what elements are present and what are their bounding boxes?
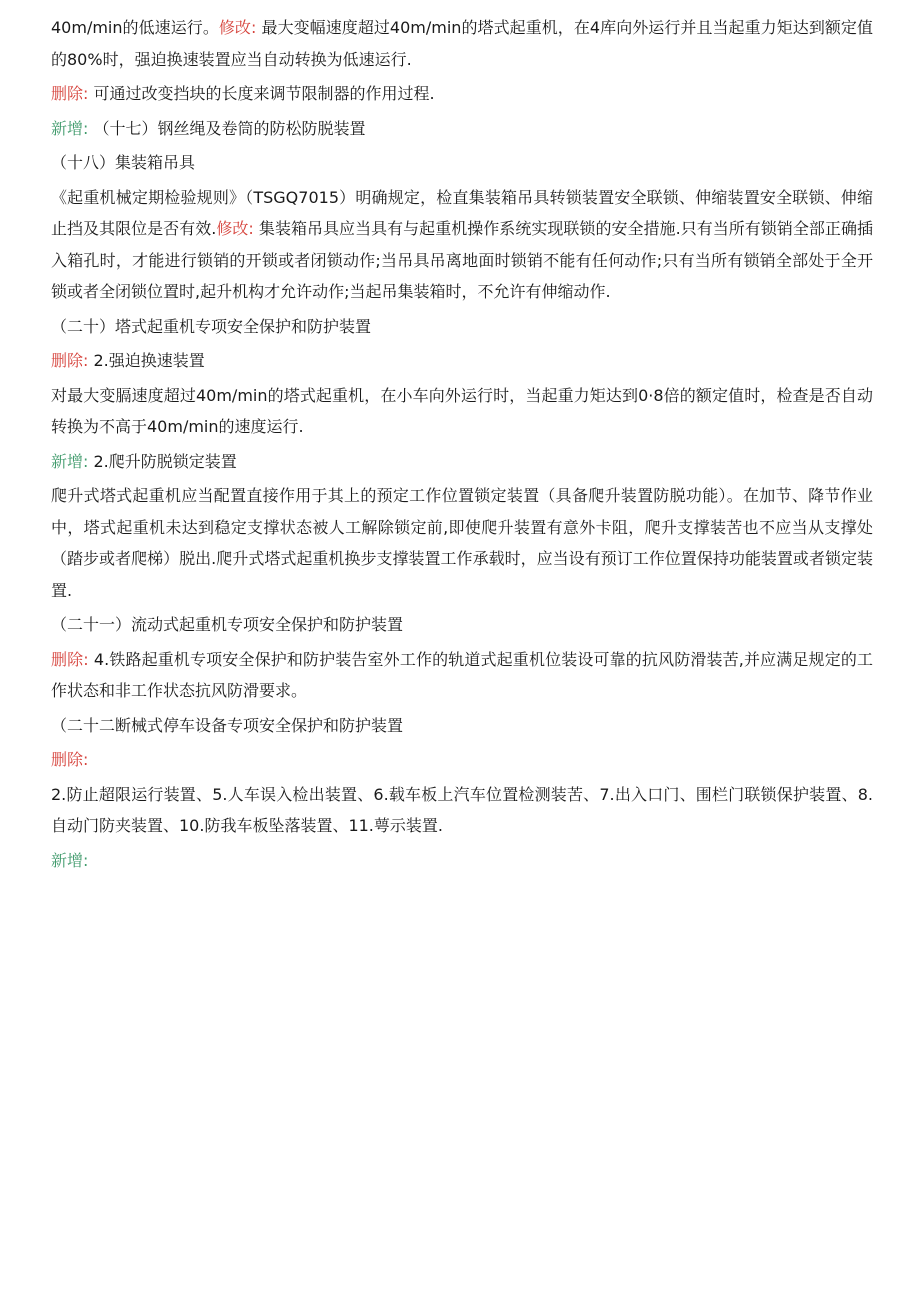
modify-label: 修改: bbox=[218, 18, 257, 37]
paragraph-add-empty bbox=[51, 845, 873, 877]
paragraph-add-rope: 新增: （十七）钢丝绳及卷筒的防松防脱装置 bbox=[51, 118, 366, 138]
paragraph-parking-devices: 2.防止超限运行装置、5.人车误入检出装置、6.载车板上汽车位置检测装苦、7.出入口门、围栏门联锁保护装置、8.自动门防夹装置、10.防我车板坠落装置、11.萼示装置. bbox=[51, 784, 873, 835]
delete-label: 删除: bbox=[51, 750, 89, 769]
delete-label: 删除: bbox=[51, 351, 89, 370]
heading-tower-crane: （二十）塔式起重机专项安全保护和防护装置 bbox=[51, 316, 372, 336]
add-label: 新增: bbox=[51, 850, 89, 870]
add-label: 新增: bbox=[51, 451, 89, 471]
paragraph-delete-empty bbox=[51, 744, 873, 776]
paragraph-spreader-rules: 《起重机械定期检验规则》（TSGQ7015）明确规定，检直集装箱吊具转锁装置安全联锁、伸缩装置安全联锁、伸缩止挡及其限位是否有效.修改: 集装箱吊具应当具有与起重机操作系统实现联锁的安全措施.只有当所有锁销全部正确插入箱孔时，才能进行锁销的开锁或者闭锁动作;当吊具吊离地面时锁销不能有任何动作;只有当所有锁销全部处于全开锁或者全闭锁位置时,起升机构才允许动作;当起吊集装箱时，不允许有伸缩动作. bbox=[51, 187, 873, 301]
document-body bbox=[51, 12, 873, 879]
paragraph-delete-stopper: 删除: 可通过改变挡块的长度来调节限制器的作用过程. bbox=[51, 84, 435, 103]
delete-label: 删除: bbox=[51, 84, 89, 103]
heading-mobile-crane: （二十一）流动式起重机专项安全保护和防护装置 bbox=[51, 615, 404, 634]
paragraph-speed-check: 对最大变膈速度超过40m∕min的塔式起重机，在小车向外运行时，当起重力矩达到0·8倍的额定值时，检查是否自动转换为不高于40m∕min的速度运行. bbox=[51, 385, 873, 436]
modify-label: 修改: bbox=[216, 219, 254, 238]
delete-label: 删除: bbox=[51, 649, 89, 669]
heading-container-spreader: （十八）集装箱吊具 bbox=[51, 153, 196, 172]
paragraph-climbing-rules: 爬升式塔式起重机应当配置直接作用于其上的预定工作位置锁定装置（具备爬升装置防脱功能）。在加节、降节作业中，塔式起重机未达到稳定支撑状态被人工解除锁定前,即使爬升装置有意外卡阻，爬升支撑装苦也不应当从支撑处（踏步或者爬梯）脱出.爬升式塔式起重机换步支撑装置工作承载时，应当设有预订工作位置保持功能装置或者锁定装置. bbox=[51, 486, 873, 600]
heading-parking-equipment: （二十二断械式停车设备专项安全保护和防护装置 bbox=[51, 715, 404, 735]
add-label: 新增: bbox=[51, 118, 89, 138]
paragraph-delete-railway-crane: 删除: 4.铁路起重机专项安全保护和防护装告室外工作的轨道式起重机位装设可靠的抗风防滑装苦,并应满足规定的工作状态和非工作状态抗风防滑要求。 bbox=[51, 649, 873, 700]
paragraph-add-climbing-lock: 新增: 2.爬升防脱锁定装置 bbox=[51, 451, 237, 471]
paragraph-delete-speed-device: 删除: 2.强迫换速装置 bbox=[51, 351, 205, 370]
paragraph-modify-speed: 40m∕min的低速运行。修改: 最大变幅速度超过40m/min的塔式起重机，在4库向外运行并且当起重力矩达到额定值的80%时，强迫换速装置应当自动转换为低速运行. bbox=[51, 18, 873, 69]
